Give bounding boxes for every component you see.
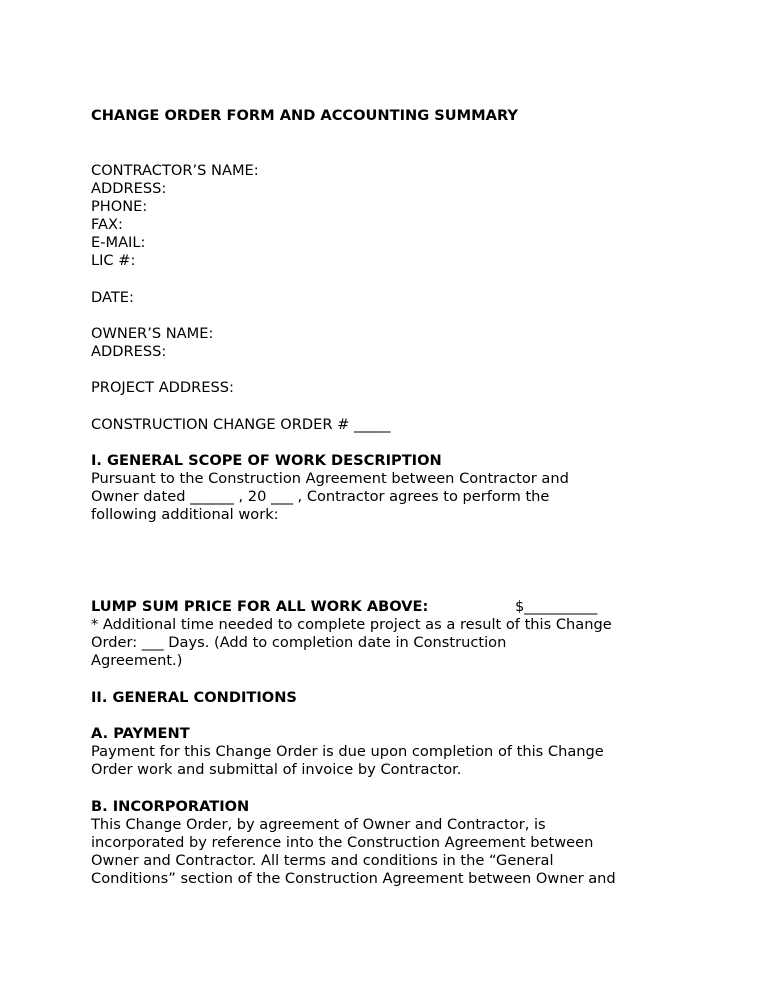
lump-sum-label: LUMP SUM PRICE FOR ALL WORK ABOVE: — [91, 598, 429, 615]
contractor-address-label: ADDRESS: — [91, 180, 167, 198]
incorporation-line: This Change Order, by agreement of Owner and Contractor, is — [91, 816, 546, 834]
incorporation-line: incorporated by reference into the Construction Agreement between — [91, 834, 594, 852]
owner-address-label: ADDRESS: — [91, 343, 167, 361]
incorporation-section — [91, 798, 616, 888]
additional-time-note-line: Order: ___ Days. (Add to completion date in Construction — [91, 634, 507, 652]
document-title: CHANGE ORDER FORM AND ACCOUNTING SUMMARY — [91, 107, 518, 124]
scope-of-work-line: Pursuant to the Construction Agreement between Contractor and — [91, 470, 569, 488]
owner-info-block — [91, 325, 213, 361]
contractor-email-label: E-MAIL: — [91, 234, 146, 252]
contractor-name-label: CONTRACTOR’S NAME: — [91, 162, 259, 179]
payment-section — [91, 725, 604, 779]
additional-time-note-line: * Additional time needed to complete project as a result of this Change — [91, 616, 612, 634]
date-block — [91, 289, 134, 307]
project-address-label: PROJECT ADDRESS: — [91, 379, 234, 396]
payment-line: Order work and submittal of invoice by Contractor. — [91, 761, 462, 779]
contractor-phone-label: PHONE: — [91, 198, 148, 216]
change-order-number-block — [91, 416, 391, 434]
incorporation-line: Owner and Contractor. All terms and conditions in the “General — [91, 852, 554, 870]
payment-heading: A. PAYMENT — [91, 725, 190, 742]
incorporation-heading: B. INCORPORATION — [91, 798, 250, 815]
contractor-info-block — [91, 162, 259, 271]
owner-name-label: OWNER’S NAME: — [91, 325, 214, 342]
scope-of-work-section — [91, 452, 569, 524]
incorporation-line: Conditions” section of the Construction Agreement between Owner and — [91, 870, 616, 888]
payment-line: Payment for this Change Order is due upon completion of this Change — [91, 743, 604, 761]
scope-of-work-line: following additional work: — [91, 506, 279, 524]
contractor-lic-label: LIC #: — [91, 252, 136, 270]
date-label: DATE: — [91, 289, 134, 306]
general-conditions-heading: II. GENERAL CONDITIONS — [91, 689, 297, 706]
contractor-fax-label: FAX: — [91, 216, 123, 234]
scope-of-work-heading: I. GENERAL SCOPE OF WORK DESCRIPTION — [91, 452, 442, 469]
scope-of-work-line: Owner dated ______ , 20 ___ , Contractor agrees to perform the — [91, 488, 550, 506]
lump-sum-section — [91, 598, 612, 670]
project-address-block — [91, 379, 234, 397]
lump-sum-row — [91, 598, 612, 616]
lump-sum-amount: $__________ — [515, 598, 598, 615]
change-order-number-label: CONSTRUCTION CHANGE ORDER # _____ — [91, 416, 391, 433]
additional-time-note-line: Agreement.) — [91, 652, 183, 670]
general-conditions-section — [91, 689, 297, 707]
